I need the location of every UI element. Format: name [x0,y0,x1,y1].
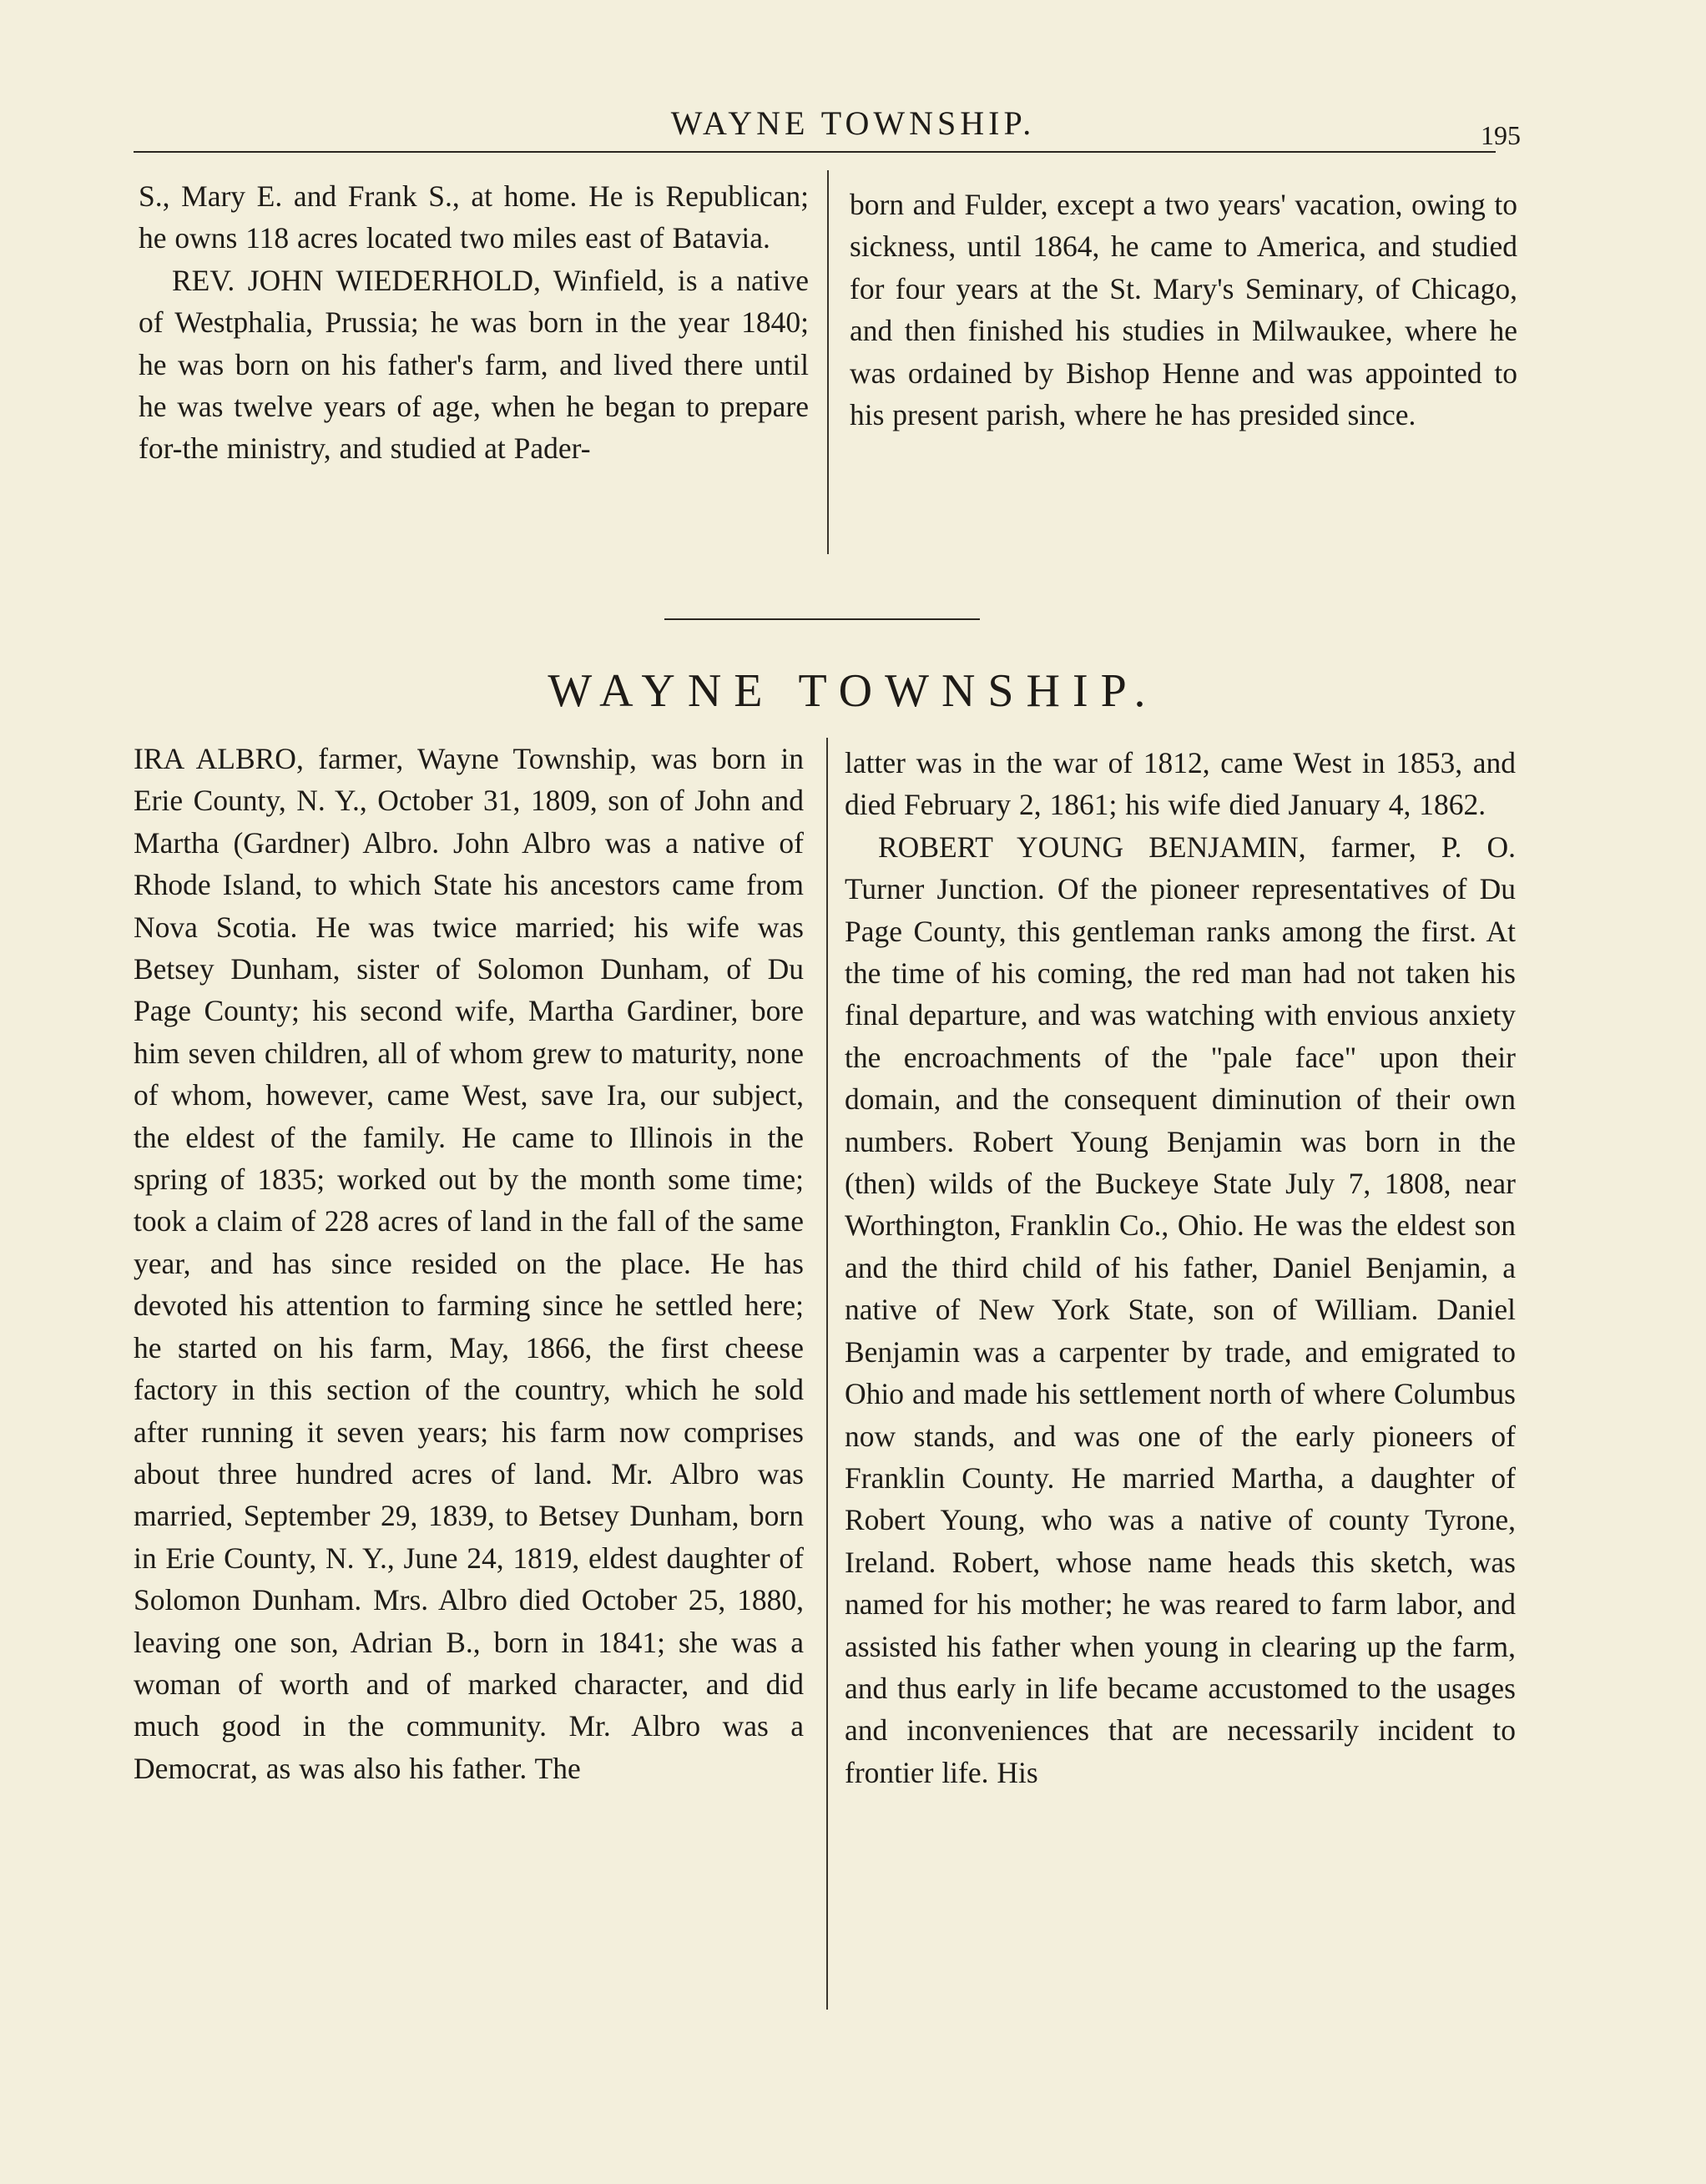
page-number: 195 [1481,120,1521,150]
top-right-column [850,184,1517,436]
paragraph-robert-young-benjamin: ROBERT YOUNG BENJAMIN, farmer, P. O. Turner Junction. Of the pioneer representatives of Du Page County, this gentleman ranks among the first. At the time of his coming, the red man had not taken his final departure, and was watching with envious anxiety the encroachments of the "pale face" upon their domain, and the consequent diminution of their own numbers. Robert Young Benjamin was born in the (then) wilds of the Buckeye State July 7, 1808, near Worthington, Franklin Co., Ohio. He was the eldest son and the third child of his father, Daniel Benjamin, a native of New York State, son of William. Daniel Benjamin was a carpenter by trade, and emigrated to Ohio and made his settlement north of where Columbus now stands, and was one of the early pioneers of Franklin County. He married Martha, a daughter of Robert Young, who was a native of county Tyrone, Ireland. Robert, whose name heads this sketch, was named for his mother; he was reared to farm labor, and assisted his father when young in clearing up the farm, and thus early in life became accustomed to the usages and inconveniences that are necessarily incident to frontier life. His [845,830,1516,1789]
column-divider-main [826,738,828,2010]
paragraph-wiederhold-cont: born and Fulder, except a two years' vacation, owing to sickness, until 1864, he came to America, and studied for four years at the St. Mary's Seminary, of Chicago, and then finished his studies in Milwaukee, where he was ordained by Bishop Henne and was appointed to his present parish, where he has presided since. [850,188,1517,432]
section-divider [664,618,980,620]
paragraph-albro-end: S., Mary E. and Frank S., at home. He is Republican; he owns 118 acres located two miles east of Batavia. [139,179,809,255]
paragraph-ira-albro: IRA ALBRO, farmer, Wayne Township, was born in Erie County, N. Y., October 31, 1809, son of John and Martha (Gardner) Albro. John Albro was a native of Rhode Island, to which State his ancestors came from Nova Scotia. He was twice married; his wife was Betsey Dunham, sister of Solomon Dunham, of Du Page County; his second wife, Martha Gardiner, bore him seven children, all of whom grew to maturity, none of whom, however, came West, save Ira, our subject, the eldest of the family. He came to Illinois in the spring of 1835; worked out by the month some time; took a claim of 228 acres of land in the fall of the same year, and has since resided on the place. He has devoted his attention to farming since he settled here; he started on his farm, May, 1866, the first cheese factory in this section of the country, which he sold after running it seven years; his farm now comprises about three hundred acres of land. Mr. Albro was married, September 29, 1839, to Betsey Dunham, born in Erie County, N. Y., June 24, 1819, eldest daughter of Solomon Dunham. Mrs. Albro died October 25, 1880, leaving one son, Adrian B., born in 1841; she was a woman of worth and of marked character, and did much good in the community. Mr. Albro was a Democrat, as was also his father. The [134,742,804,1785]
main-left-column [134,738,804,1789]
header-rule [134,151,1496,153]
paragraph-wiederhold: REV. JOHN WIEDERHOLD, Winfield, is a native of Westphalia, Prussia; he was born in the year 1840; he was born on his father's farm, and lived there until he was twelve years of age, when he began to prepare for-the ministry, and studied at Pader- [139,263,809,466]
main-right-column [845,742,1516,1793]
paragraph-albro-cont: latter was in the war of 1812, came West in 1853, and died February 2, 1861; his wife died January 4, 1862. [845,746,1516,822]
top-left-column [139,175,809,470]
section-title: WAYNE TOWNSHIP. [548,665,1158,717]
column-divider-top [827,170,829,554]
running-header: WAYNE TOWNSHIP. [670,104,1036,142]
